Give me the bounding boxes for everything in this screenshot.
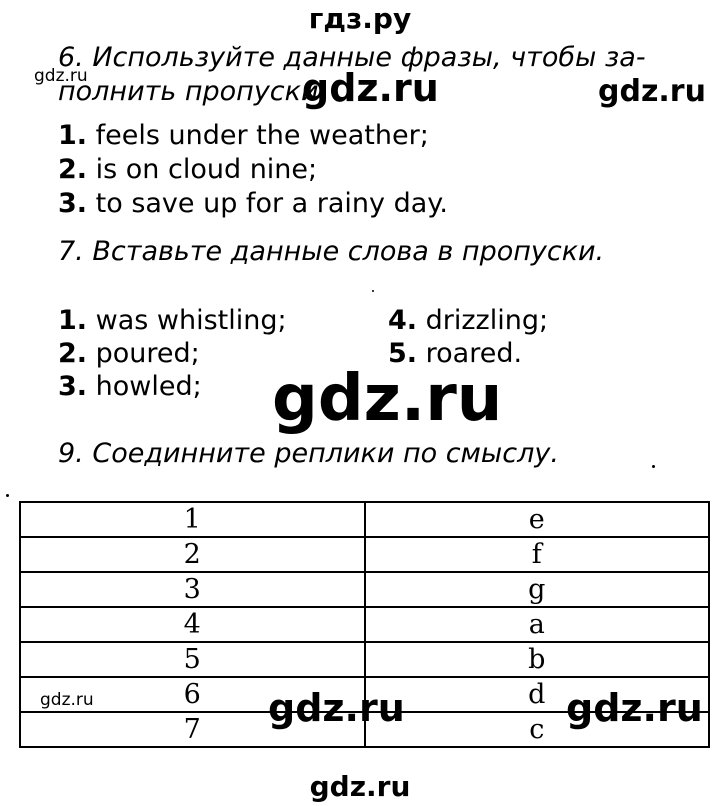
table-cell-left: 7	[20, 712, 365, 747]
table-cell-right: b	[365, 642, 710, 677]
task6-item-2: 2. is on cloud nine;	[58, 154, 318, 185]
table-cell-left: 3	[20, 572, 365, 607]
table-cell-right: a	[365, 607, 710, 642]
task6-item-3: 3. to save up for a rainy day.	[58, 188, 448, 219]
table-cell-left: 1	[20, 502, 365, 537]
scan-speck	[6, 494, 9, 497]
task6-heading-line1: 6. Используйте данные фразы, чтобы за-	[58, 42, 646, 73]
task6-heading-line2: полнить пропуски.	[58, 76, 328, 107]
watermark-table-medium-right: gdz.ru	[566, 686, 703, 730]
table-row	[20, 502, 709, 537]
table-row	[20, 572, 709, 607]
table-cell-right: c	[365, 712, 710, 747]
watermark-small-left: gdz.ru	[34, 66, 88, 86]
table-row	[20, 607, 709, 642]
watermark-big-center: gdz.ru	[272, 362, 503, 436]
watermark-bottom: gdz.ru	[309, 770, 411, 803]
watermark-medium-1: gdz.ru	[302, 66, 439, 110]
table-cell-right: f	[365, 537, 710, 572]
task7-item-2: 2. poured;	[58, 338, 200, 369]
task7-item-1: 1. was whistling;	[58, 305, 287, 336]
table-row	[20, 642, 709, 677]
task7-item-5: 5. roared.	[388, 338, 523, 369]
task6-item-1: 1. feels under the weather;	[58, 120, 429, 151]
task7-heading: 7. Вставьте данные слова в пропуски.	[58, 236, 605, 267]
task7-item-4: 4. drizzling;	[388, 305, 549, 336]
scan-speck	[372, 290, 374, 292]
task7-item-3: 3. howled;	[58, 371, 202, 402]
table-cell-right: d	[365, 677, 710, 712]
task9-heading: 9. Соединните реплики по смыслу.	[58, 438, 559, 469]
watermark-table-medium-left: gdz.ru	[268, 686, 405, 730]
table-cell-left: 2	[20, 537, 365, 572]
table-cell-right: g	[365, 572, 710, 607]
table-cell-left: 6	[20, 677, 365, 712]
table-cell-left: 4	[20, 607, 365, 642]
watermark-medium-2: gdz.ru	[598, 74, 706, 109]
watermark-table-small: gdz.ru	[40, 690, 94, 710]
table-cell-left: 5	[20, 642, 365, 677]
table-row	[20, 537, 709, 572]
scan-speck	[652, 465, 655, 468]
table-cell-right: e	[365, 502, 710, 537]
watermark-top: гдз.ру	[308, 2, 412, 35]
